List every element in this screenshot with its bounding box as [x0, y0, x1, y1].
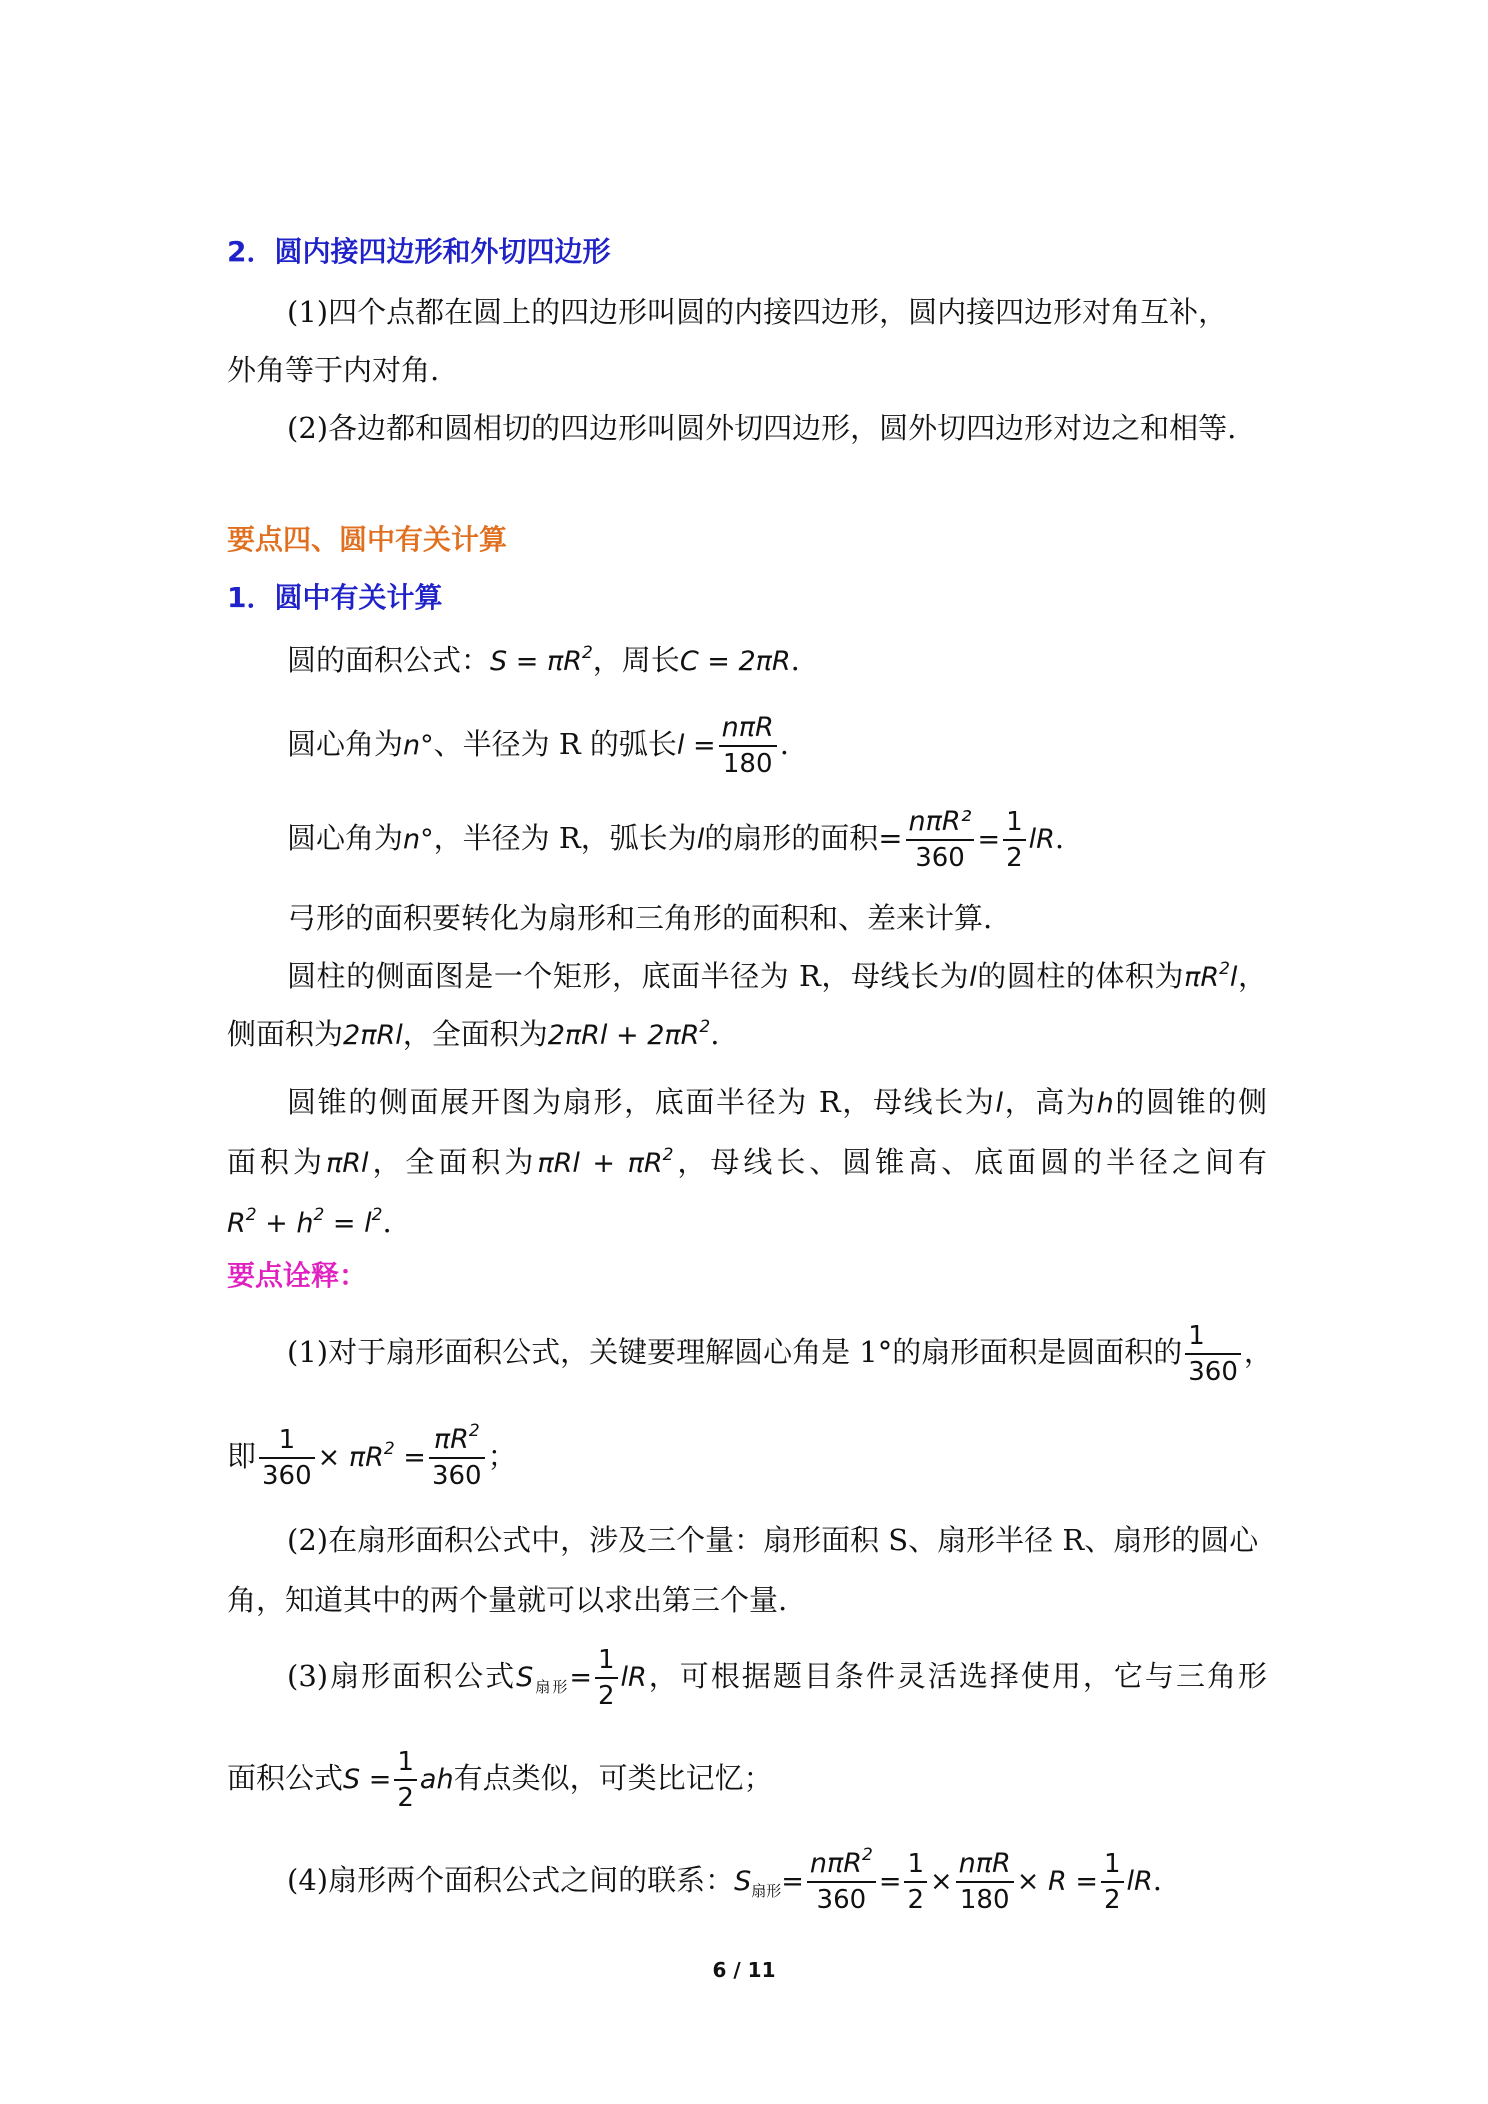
math-cone-total: $\pi Rl + \pi R^2$ [537, 1145, 674, 1179]
cone-text: $R^2 + h^2 = l^2$. [227, 1205, 392, 1239]
note-4: (4)扇形两个面积公式之间的联系：$S_{扇形}=$ $\frac{n\pi R^2}{360}$ = $\frac{1}{2}$ × $\frac{\text{nπR}}{180}$ × R = $\frac{1}{2}$ lR. [287, 1845, 1162, 1915]
note-3: (3)扇形面积公式$S_{扇形}=$ $\frac{1}{2}$ lR，可根据题目条件灵活选择使用，它与三角形 [287, 1645, 1267, 1711]
note-2: (2)在扇形面积公式中，涉及三个量：扇形面积 S、扇形半径 R、扇形的圆心 [287, 1523, 1259, 1557]
cylinder-text: 圆柱的侧面图是一个矩形，底面半径为 R，母线长为l的圆柱的体积为$\pi R^2l$， [287, 959, 1267, 993]
subsection-heading: 1．圆中有关计算 [227, 581, 443, 614]
cone-text: 面积为πRl，全面积为$\pi Rl + \pi R^2$，母线长、圆锥高、底面圆的半径之间有 [227, 1145, 1267, 1179]
math-circumference: C = 2πR [679, 646, 791, 677]
fraction: $\frac{1}{2}$ [394, 1745, 417, 1815]
fraction: $\frac{1}{360}$ [259, 1423, 315, 1493]
math-pythagoras: $R^2 + h^2 = l^2$ [227, 1205, 383, 1239]
notes-heading: 要点诠释： [227, 1259, 368, 1292]
fraction: $\frac{1}{2}$ [1003, 805, 1026, 875]
cone-text: 圆锥的侧面展开图为扇形，底面半径为 R，母线长为l，高为h的圆锥的侧 [287, 1085, 1267, 1119]
arc-length-formula: 圆心角为n°、半径为 R 的弧长l = $\frac{\text{nπR}}{180}$ . [287, 712, 789, 779]
point-heading: 要点四、圆中有关计算 [227, 523, 508, 556]
math-total-area: $2\pi Rl + 2\pi R^2$ [547, 1017, 711, 1051]
math-area: $S = \pi R^2$ [490, 643, 593, 677]
section-heading: 2．圆内接四边形和外切四边形 [227, 235, 611, 268]
note-2: 角，知道其中的两个量就可以求出第三个量. [227, 1583, 788, 1617]
note-1: (1)对于扇形面积公式，关键要理解圆心角是 1°的扇形面积是圆面积的 $\frac{1}{360}$ ， [287, 1321, 1273, 1387]
circle-area-formula: 圆的面积公式：$S = \pi R^2$，周长C = 2πR. [287, 643, 800, 677]
fraction: $\frac{1}{2}$ [904, 1847, 927, 1917]
math-volume: $\pi R^2l$ [1184, 959, 1238, 993]
cylinder-text: 侧面积为2πRl，全面积为$2\pi Rl + 2\pi R^2$. [227, 1017, 720, 1051]
segment-area-text: 弓形的面积要转化为扇形和三角形的面积和、差来计算. [287, 901, 993, 935]
paragraph-line: 外角等于内对角. [227, 353, 440, 387]
page-number: 6 / 11 [712, 1958, 776, 1982]
note-1: 即 $\frac{1}{360}$ × $\pi R^2$ = $\frac{\pi R^2}{360}$ ； [227, 1421, 517, 1491]
paragraph-line: (1)四个点都在圆上的四边形叫圆的内接四边形，圆内接四边形对角互补， [287, 295, 1228, 329]
fraction: $\frac{1}{360}$ [1185, 1319, 1241, 1389]
fraction: $\frac{n\pi R^2}{360}$ [807, 1847, 876, 1917]
fraction: $\frac{\text{nπR}}{180}$ [719, 711, 777, 781]
sector-area-formula: 圆心角为n°，半径为 R，弧长为l的扇形的面积= $\frac{\text{nπR²}}{360}$ = $\frac{1}{2}$ lR. [287, 806, 1065, 873]
note-3: 面积公式S = $\frac{1}{2}$ ah有点类似，可类比记忆； [227, 1747, 773, 1813]
fraction: $\frac{\text{nπR²}}{360}$ [906, 805, 975, 875]
fraction: $\frac{1}{2}$ [595, 1643, 618, 1713]
fraction: $\frac{\pi R^2}{360}$ [429, 1423, 485, 1493]
fraction: $\frac{\text{nπR}}{180}$ [956, 1847, 1014, 1917]
paragraph-line: (2)各边都和圆相切的四边形叫圆外切四边形，圆外切四边形对边之和相等. [287, 411, 1237, 445]
fraction: $\frac{1}{2}$ [1101, 1847, 1124, 1917]
